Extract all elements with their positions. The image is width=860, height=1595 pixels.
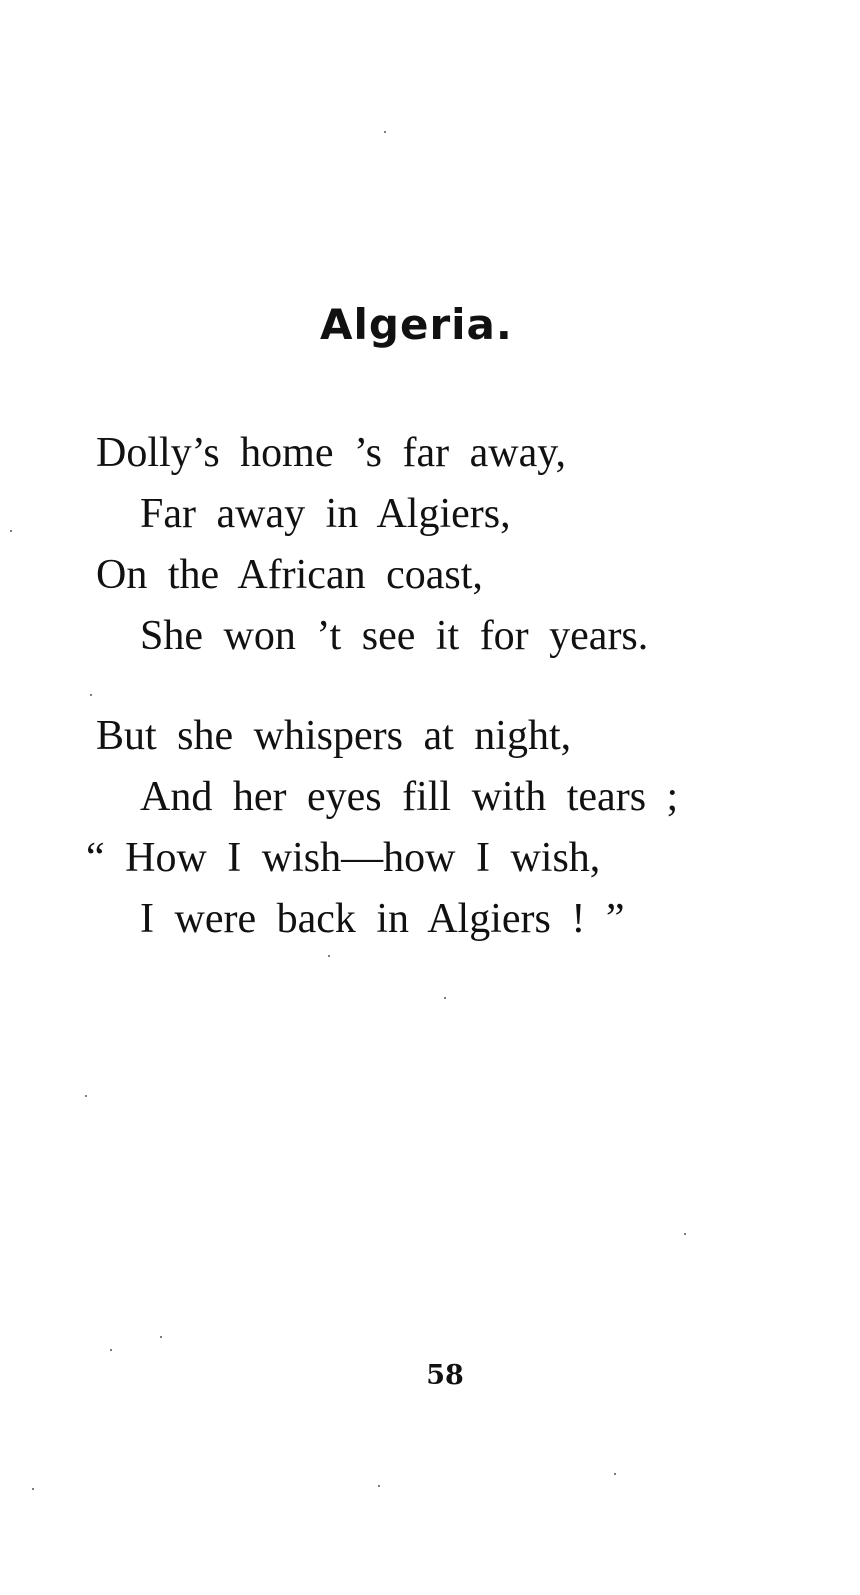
- poem-line: She won ’t see it for years.: [140, 613, 649, 659]
- print-speck: [378, 1485, 380, 1487]
- print-speck: [614, 1473, 616, 1475]
- poem-line: Far away in Algiers,: [140, 491, 511, 537]
- poem-title: Algeria.: [320, 300, 513, 349]
- poem-line: But she whispers at night,: [96, 713, 572, 759]
- print-speck: [85, 1095, 87, 1097]
- print-speck: [384, 131, 386, 133]
- print-speck: [684, 1233, 686, 1235]
- poem-line: Dolly’s home ’s far away,: [96, 430, 567, 476]
- poem-line: And her eyes fill with tears ;: [140, 774, 679, 820]
- poem-line: I were back in Algiers ! ”: [140, 896, 625, 942]
- print-speck: [90, 694, 92, 696]
- poem-line: “ How I wish—how I wish,: [86, 835, 601, 881]
- print-speck: [32, 1488, 34, 1490]
- print-speck: [160, 1336, 162, 1338]
- print-speck: [10, 530, 12, 532]
- poem-line: On the African coast,: [96, 552, 483, 598]
- print-speck: [444, 997, 446, 999]
- print-speck: [110, 1349, 112, 1351]
- page-number: 58: [426, 1360, 464, 1391]
